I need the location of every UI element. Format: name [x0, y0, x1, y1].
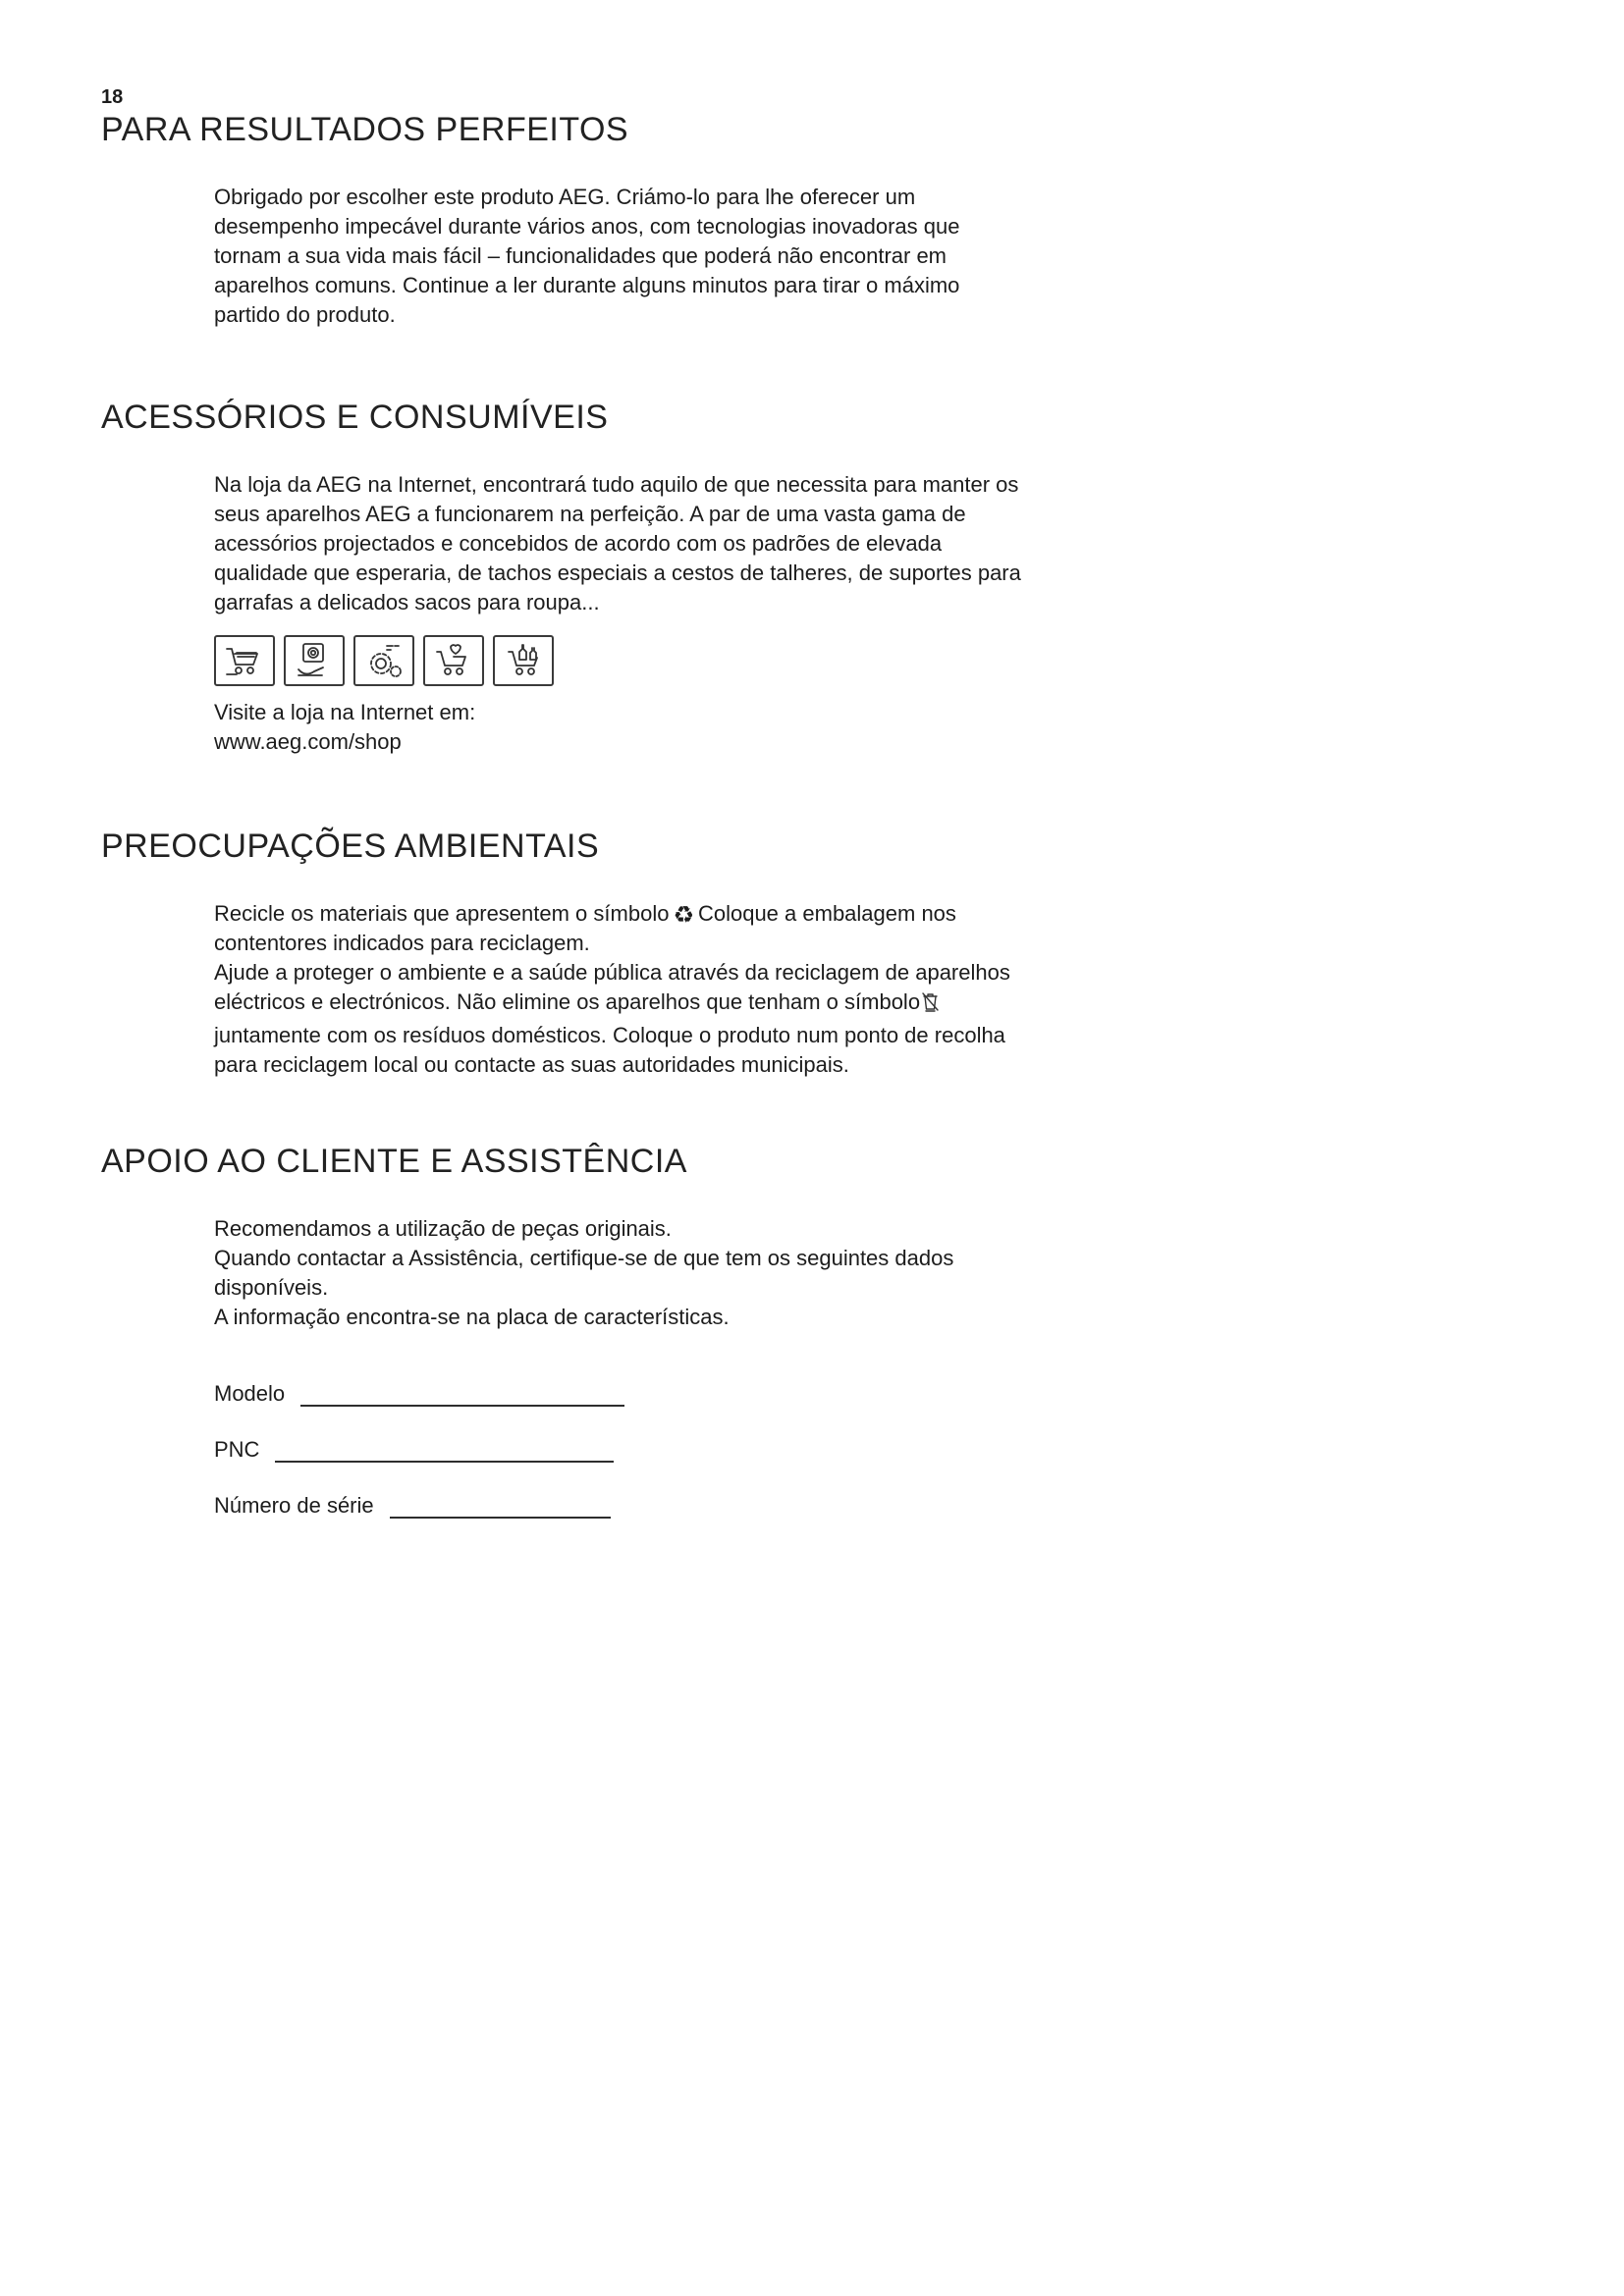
env-text-2: Coloque a embalagem nos contentores indicados para reciclagem. — [214, 901, 956, 955]
env-text-4: juntamente com os resíduos domésticos. Coloque o produto num ponto de recolha para reciclagem local ou contacte as suas autoridades municipais. — [214, 1023, 1005, 1077]
support-line-2: Quando contactar a Assistência, certifique-se de que tem os seguintes dados disponíveis. — [214, 1246, 954, 1300]
shopping-cart-icon — [214, 635, 275, 686]
wheelie-bin-crossed-icon — [922, 991, 939, 1021]
accessories-gears-icon — [353, 635, 414, 686]
webshop-url: www.aeg.com/shop — [214, 729, 402, 754]
section-support — [101, 1143, 1526, 1519]
pnc-label: PNC — [214, 1437, 260, 1462]
section-title-support: APOIO AO CLIENTE E ASSISTÊNCIA — [101, 1143, 687, 1180]
care-product-hand-icon — [284, 635, 345, 686]
section-title-intro: PARA RESULTADOS PERFEITOS — [101, 111, 629, 148]
cart-with-items-icon — [423, 635, 484, 686]
support-line-1: Recomendamos a utilização de peças originais. — [214, 1216, 672, 1241]
accessories-paragraph: Na loja da AEG na Internet, encontrará tudo aquilo de que necessita para manter os seus aparelhos AEG a funcionarem na perfeição. A par de uma vasta gama de acessórios projectados e concebidos de acordo com os padrões de elevada qualidade que esperaria, de tachos especiais a cestos de talheres, de suportes para garrafas a delicados sacos para roupa... — [214, 472, 1021, 614]
rating-plate-form — [214, 1379, 1526, 1519]
section-accessories — [101, 399, 1526, 757]
section-title-environment: PREOCUPAÇÕES AMBIENTAIS — [101, 828, 600, 865]
serial-row — [214, 1491, 1526, 1519]
serial-label: Número de série — [214, 1493, 374, 1518]
recycle-symbol-icon: ♻ — [673, 902, 694, 929]
cart-with-bottles-icon — [493, 635, 554, 686]
section-title-accessories: ACESSÓRIOS E CONSUMÍVEIS — [101, 399, 609, 436]
env-text-3: Ajude a proteger o ambiente e a saúde pública através da reciclagem de aparelhos eléctricos e electrónicos. Não elimine os aparelhos que tenham o símbolo — [214, 960, 1010, 1014]
support-line-3: A informação encontra-se na placa de características. — [214, 1305, 730, 1329]
section-environment — [101, 828, 1526, 1080]
intro-paragraph: Obrigado por escolher este produto AEG. Criámo-lo para lhe oferecer um desempenho impecável durante vários anos, com tecnologias inovadoras que tornam a sua vida mais fácil – funcionalidades que poderá não encontrar em aparelhos comuns. Continue a ler durante alguns minutos para tirar o máximo partido do produto. — [214, 185, 960, 327]
serial-blank-line — [390, 1493, 611, 1519]
model-row — [214, 1379, 1526, 1407]
section-intro — [101, 111, 1526, 330]
model-label: Modelo — [214, 1381, 286, 1406]
page-number: 18 — [101, 86, 124, 108]
webshop-icon-row — [214, 635, 1031, 686]
model-blank-line — [300, 1381, 624, 1407]
pnc-row — [214, 1435, 1526, 1463]
env-text-1: Recicle os materiais que apresentem o símbolo — [214, 901, 670, 926]
pnc-blank-line — [275, 1437, 614, 1463]
environment-paragraph — [214, 899, 1031, 1080]
visit-store-label: Visite a loja na Internet em: — [214, 700, 476, 724]
